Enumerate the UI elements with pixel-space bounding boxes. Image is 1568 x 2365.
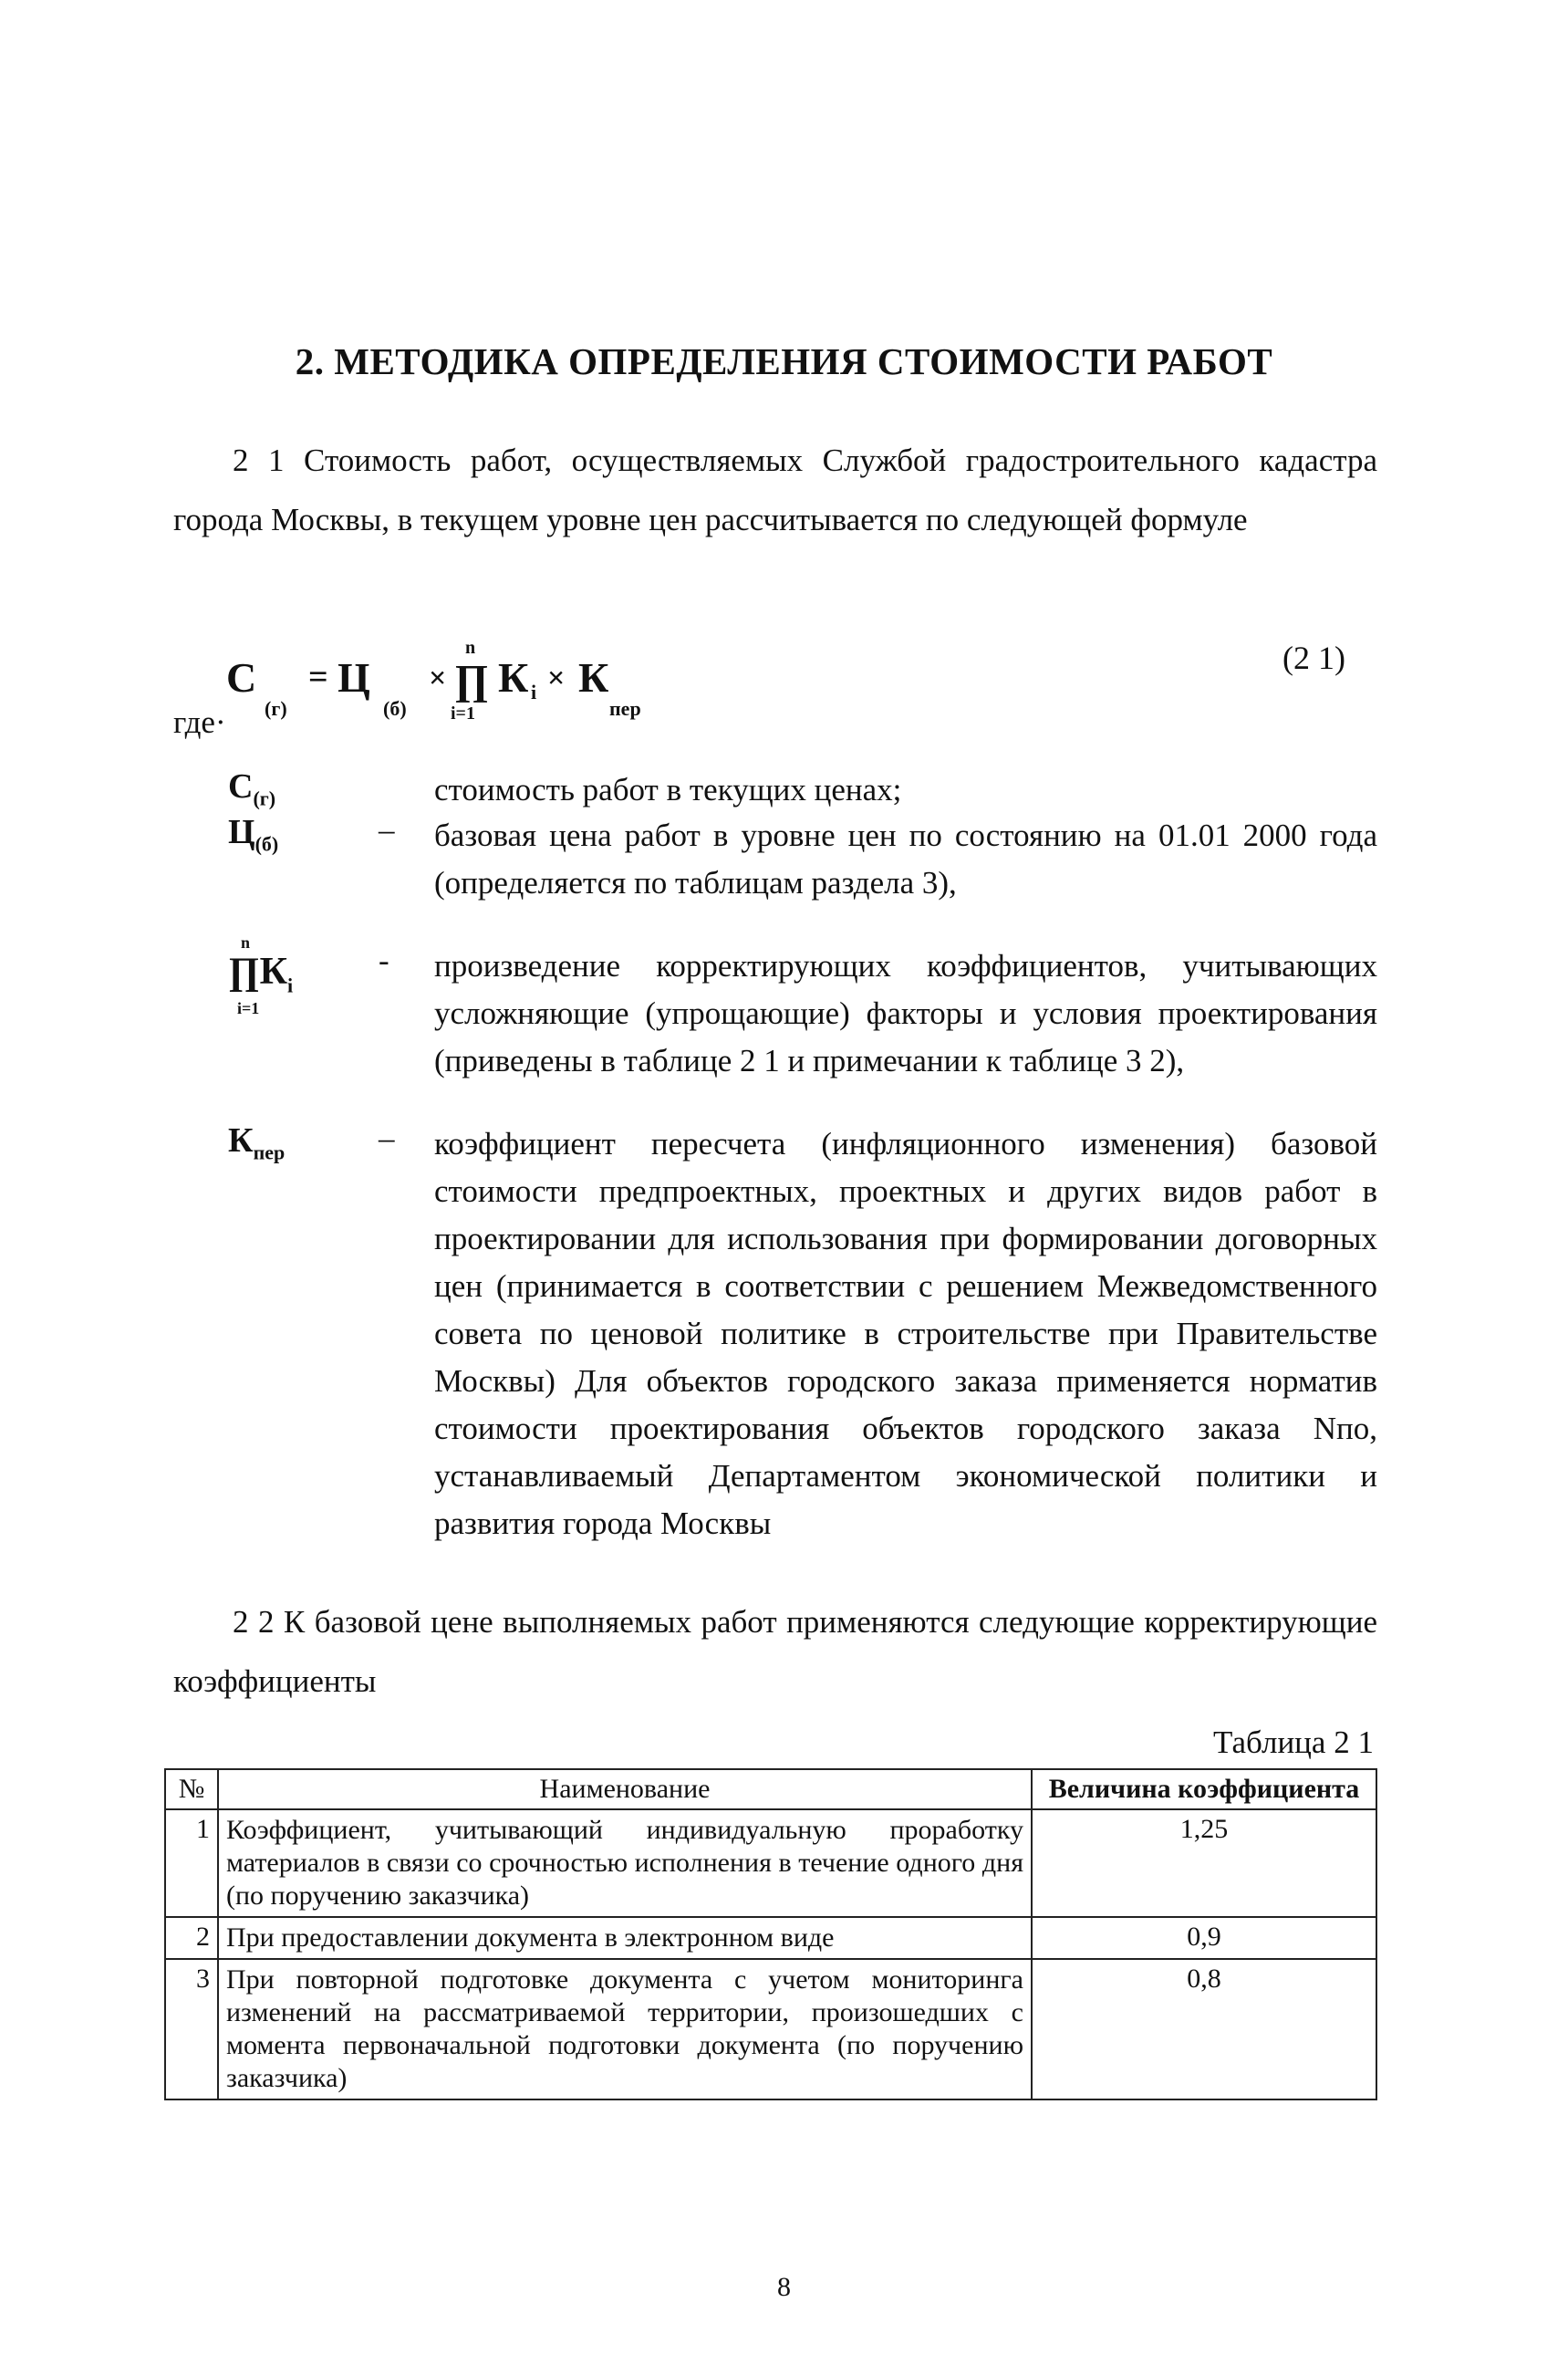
coefficients-table	[164, 1768, 1377, 2100]
table-row	[165, 1959, 1376, 2099]
formula-times-2: ×	[547, 662, 566, 695]
definition-symbol: $К_{пер}$	[228, 1121, 286, 1164]
formula-number: (2 1)	[1282, 640, 1345, 676]
formula-c-sub: (г)	[265, 697, 287, 720]
row-name: При повторной подготовке документа с учетом мониторинга изменений на рассматриваемой территории, произошедших с момента первоначальной подготовки документа (по поручению заказчика)	[218, 1959, 1032, 2099]
where-label: где·	[173, 704, 226, 740]
formula-ts: Ц	[337, 654, 370, 701]
formula-prod-top: n	[465, 638, 476, 658]
page-number: 8	[777, 2272, 791, 2302]
formula-prod: ∏	[454, 656, 489, 703]
definition-text: произведение корректирующих коэффициентов, учитывающих усложняющие (упрощающие) факторы и условия проектирования (приведены в таблице 2 1 и примечании к таблице 3 2),	[434, 948, 1377, 1078]
row-name: При предоставлении документа в электронном виде	[218, 1917, 1032, 1959]
row-number: 2	[165, 1917, 218, 1959]
row-value: 0,9	[1032, 1917, 1376, 1959]
definition-row: n $\prod К_i$ i=1 - произведение корректирующих коэффициентов, учитывающих усложняющие (упрощающие) факторы и условия проектирования (приведены в таблице 2 1 и примечании к таблице 3 2),	[228, 943, 1377, 1098]
formula-prod-bottom: i=1	[451, 703, 475, 724]
definition-row	[228, 812, 1377, 912]
definition-dash: –	[379, 812, 395, 848]
header-value: Величина коэффициента	[1032, 1769, 1376, 1809]
definition-text: стоимость работ в текущих ценах;	[434, 772, 902, 807]
table-caption: Таблица 2 1	[1213, 1724, 1374, 1760]
row-number: 3	[165, 1959, 218, 2099]
definition-dash: -	[379, 943, 389, 978]
formula-ts-sub: (б)	[383, 697, 407, 720]
formula-c: С	[226, 654, 257, 701]
definition-symbol: $Ц_{(б)}$	[228, 813, 279, 856]
row-value: 1,25	[1032, 1809, 1376, 1917]
table-row	[165, 1917, 1376, 1959]
formula-k: К	[498, 654, 529, 701]
formula-kper-sub: пер	[609, 697, 641, 720]
header-name: Наименование	[218, 1769, 1032, 1809]
definition-dash: –	[379, 1120, 395, 1156]
section-title: 2. МЕТОДИКА ОПРЕДЕЛЕНИЯ СТОИМОСТИ РАБОТ	[295, 340, 1273, 382]
definition-text: коэффициент пересчета (инфляционного изменения) базовой стоимости предпроектных, проектных и других видов работ в проектировании для использования при формировании договорных цен (принимается в соответствии с решением Межведомственного совета по ценовой политике в строительстве при Правительстве Москвы) Для объектов городского заказа применяется норматив стоимости проектирования объектов городского заказа Nпо, устанавливаемый Департаментом экономической политики и развития города Москвы	[434, 1126, 1377, 1541]
header-number: №	[165, 1769, 218, 1809]
table-row	[165, 1809, 1376, 1917]
formula-eq: =	[308, 658, 328, 696]
definition-symbol: $С_{(г)}$	[228, 767, 276, 810]
definition-row	[228, 1120, 1377, 1558]
paragraph-2-2: 2 2 К базовой цене выполняемых работ применяются следующие корректирующие коэффициенты	[173, 1604, 1377, 1699]
row-value: 0,8	[1032, 1959, 1376, 2099]
definition-text: базовая цена работ в уровне цен по состоянию на 01.01 2000 года (определяется по таблицам раздела 3),	[434, 818, 1377, 901]
row-number: 1	[165, 1809, 218, 1917]
row-name: Коэффициент, учитывающий индивидуальную проработку материалов в связи со срочностью исполнения в течение одного дня (по поручению заказчика)	[218, 1809, 1032, 1917]
formula-times-1: ×	[429, 662, 447, 695]
formula-kper: К	[578, 654, 609, 701]
paragraph-2-1: 2 1 Стоимость работ, осуществляемых Службой градостроительного кадастра города Москвы, в текущем уровне цен рассчитывается по следующей формуле	[173, 443, 1377, 537]
cost-formula	[226, 635, 1138, 735]
formula-k-sub: i	[531, 681, 537, 703]
table-header-row	[165, 1769, 1376, 1809]
